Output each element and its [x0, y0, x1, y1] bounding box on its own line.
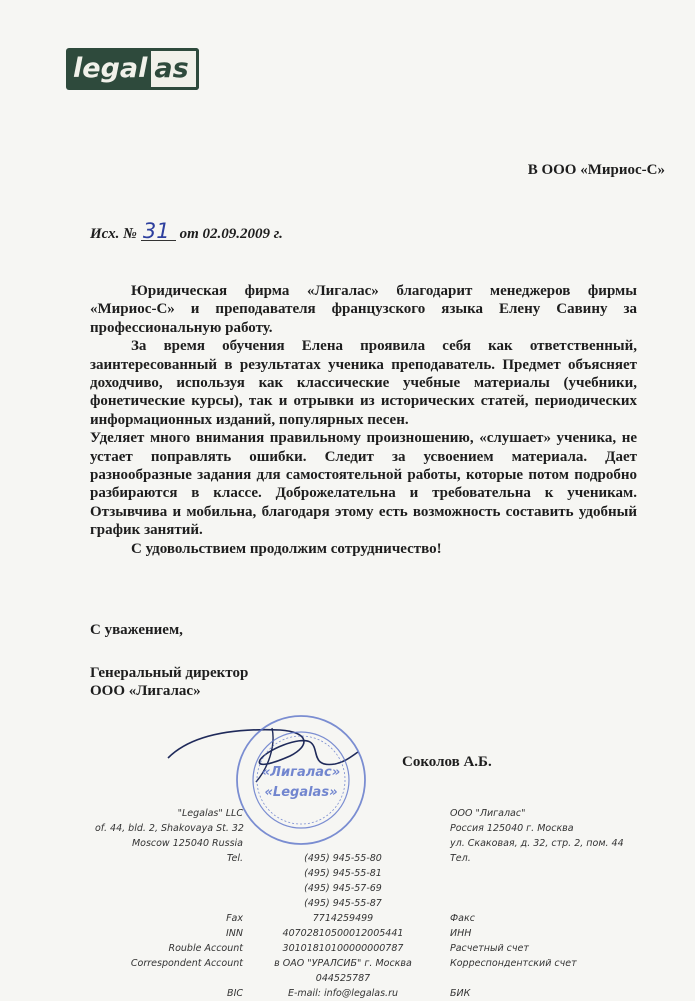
outgoing-reference [90, 219, 283, 243]
footer-right-line: Корреспондентский счет [450, 958, 577, 969]
paragraph: Уделяет много внимания правильному произношению, «слушает» ученика, не устает поправлять ошибки. Следит за усвоением материала. Дает разнообразные задания для самостоятельной работы, которые потом подробно разбираются в классе. Доброжелательна и требовательна к ученикам. Отзывчива и мобильна, благодаря этому есть возможность составить удобный график занятий. [90, 430, 637, 539]
legalas-logo [66, 48, 199, 90]
role-title: Генеральный директор [90, 665, 249, 681]
footer-right-line: ООО "Лигалас" [450, 808, 526, 819]
footer-right-line [450, 971, 670, 986]
footer-right-line [450, 896, 670, 911]
footer-right-line: ИНН [450, 928, 472, 939]
bank-name: в ОАО "УРАЛСИБ" г. Москва [274, 958, 412, 969]
footer-center-line [268, 836, 418, 851]
paragraph: С удовольствием продолжим сотрудничество! [131, 540, 442, 557]
footer-right-line: Тел. [450, 853, 471, 864]
footer-left-line: of. 44, bld. 2, Shakovaya St. 32 [95, 823, 244, 834]
outgoing-number: 31 [141, 222, 176, 241]
letter-body [90, 282, 637, 558]
phone-2: (495) 945-55-81 [304, 868, 382, 879]
inn-number: 7714259499 [312, 913, 374, 924]
outgoing-date: от 02.09.2009 г. [179, 226, 283, 242]
outgoing-prefix: Исх. № [90, 226, 137, 242]
rouble-account-number: 40702810500012005441 [282, 928, 404, 939]
footer-left-line: Correspondent Account [130, 958, 243, 969]
footer-left-line: INN [225, 928, 243, 939]
correspondent-account-number: 30101810100000000787 [282, 943, 404, 954]
footer-right-line: Расчетный счет [450, 943, 529, 954]
role-company: ООО «Лигалас» [90, 683, 201, 700]
footer-left-line [95, 866, 243, 881]
email: E-mail: info@legalas.ru [287, 988, 398, 999]
footer-right-line: БИК [450, 988, 471, 999]
footer-right-line [450, 866, 670, 881]
footer-left-line: Tel. [226, 853, 243, 864]
footer-right-line: Россия 125040 г. Москва [450, 823, 574, 834]
footer-right-line: ул. Скаковая, д. 32, стр. 2, пом. 44 [450, 838, 624, 849]
footer-right [450, 806, 670, 1001]
signer-name: Соколов А.Б. [402, 754, 492, 770]
logo-part-legal: legal [66, 48, 151, 90]
footer-left-line: "Legalas" LLC [177, 808, 243, 819]
phone-1: (495) 945-55-80 [304, 853, 382, 864]
footer-left-line: Rouble Account [168, 943, 243, 954]
addressee: В ООО «Мириос-С» [527, 162, 665, 178]
stamp-line-2: «Legalas» [264, 785, 338, 800]
footer-left-line: BIC [227, 988, 243, 999]
footer-left-line: Moscow 125040 Russia [131, 838, 243, 849]
footer-right-line: Факс [450, 913, 475, 924]
logo-part-as: as [151, 48, 198, 90]
phone-3: (495) 945-57-69 [304, 883, 382, 894]
footer-right-line [450, 881, 670, 896]
footer-left [95, 806, 243, 1001]
footer-left-line [95, 881, 243, 896]
footer-center-line [268, 806, 418, 821]
footer-left-line [95, 971, 243, 986]
footer-center [268, 806, 418, 1001]
footer-center-line [268, 821, 418, 836]
fax-number: (495) 945-55-87 [304, 898, 382, 909]
closing: С уважением, [90, 622, 183, 638]
paragraph: За время обучения Елена проявила себя как ответственный, заинтересованный в результатах ученика преподаватель. Предмет объясняет доходчиво, используя как классические учебные материалы (учебники, фонетические курсы), так и отрывки из исторических статей, периодических информационных изданий, популярных песен. [90, 338, 637, 428]
bic-number: 044525787 [315, 973, 371, 984]
signer-role [90, 664, 248, 701]
stamp-line-1: «Лигалас» [261, 765, 341, 780]
footer-left-line [95, 896, 243, 911]
footer-left-line: Fax [226, 913, 243, 924]
paragraph: Юридическая фирма «Лигалас» благодарит менеджеров фирмы «Мириос-С» и преподавателя французского языка Елену Савину за профессиональную работу. [90, 283, 637, 336]
